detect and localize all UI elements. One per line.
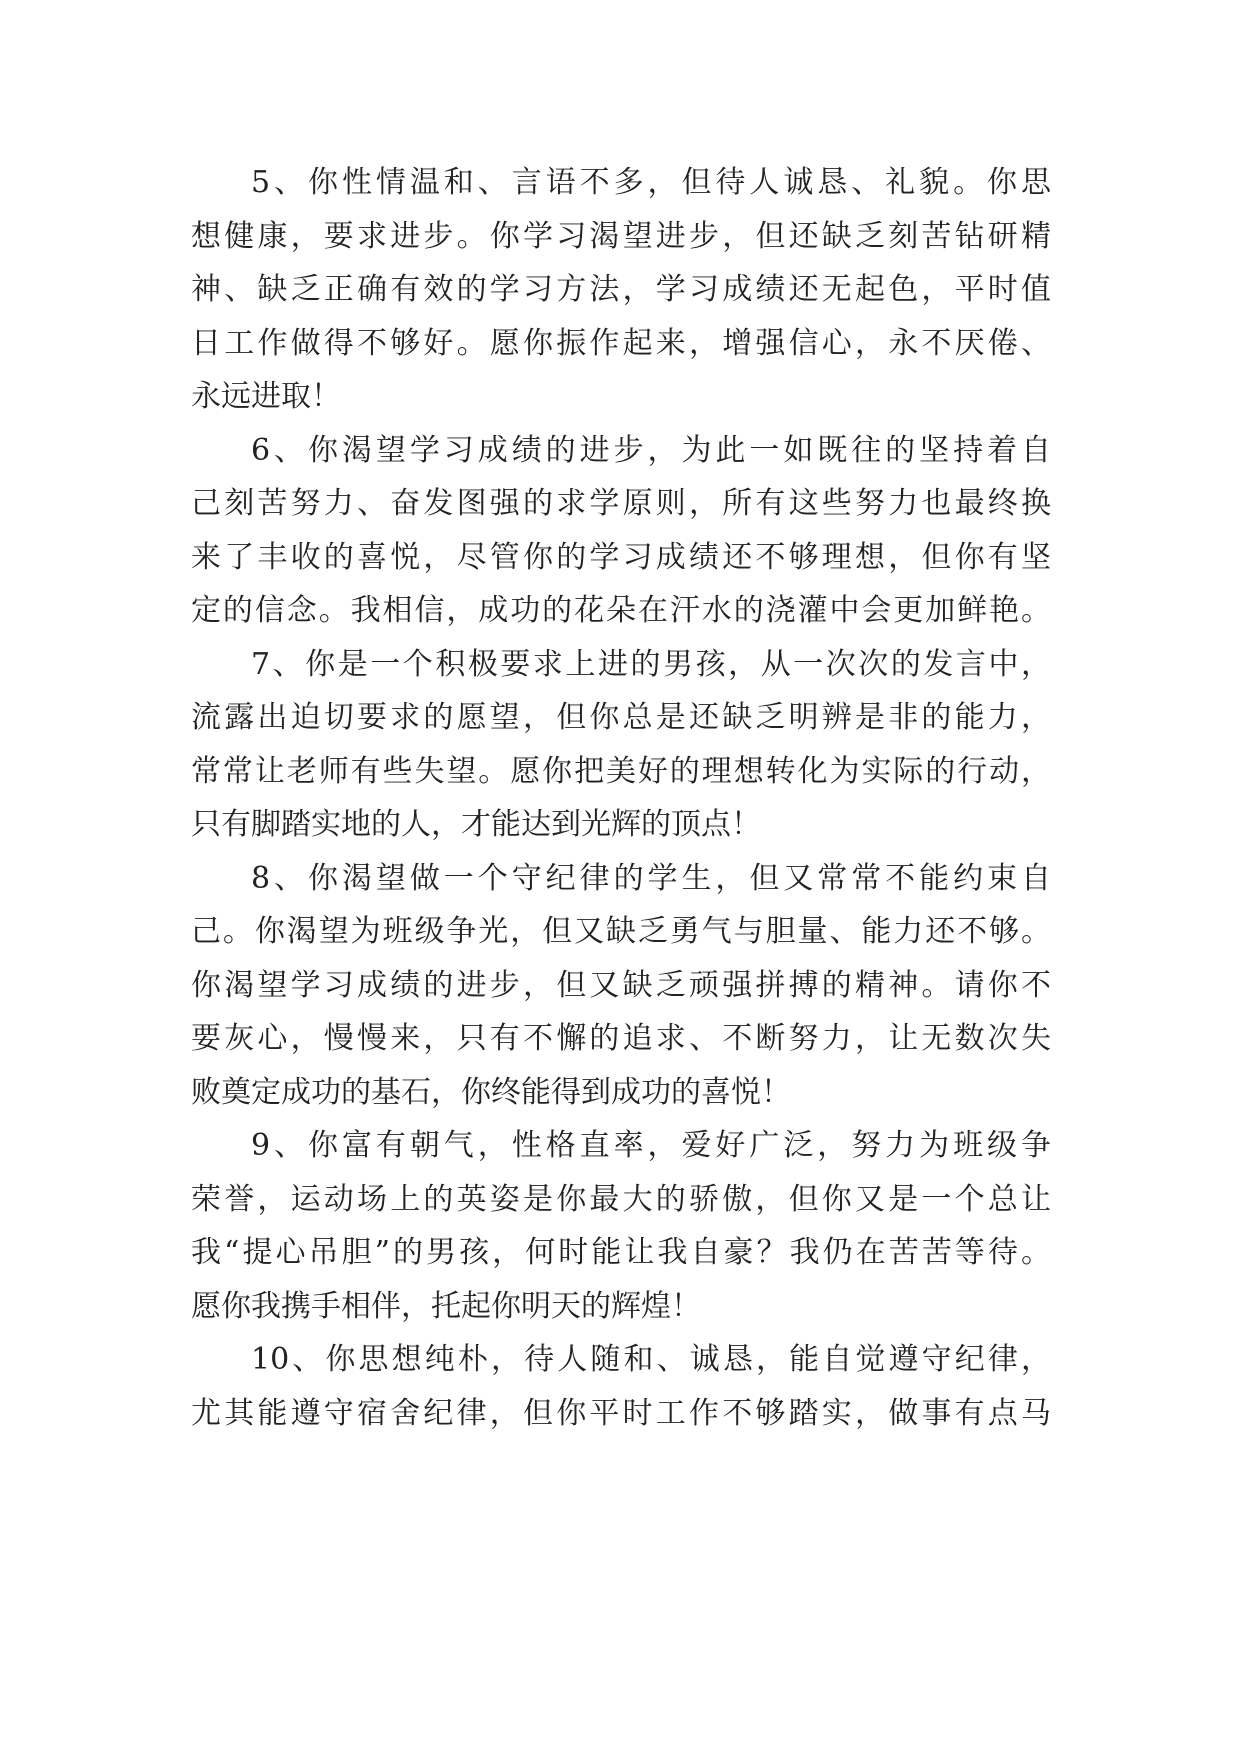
paragraph-line: 己刻苦努力、奋发图强的求学原则，所有这些努力也最终换 — [191, 486, 1051, 521]
paragraph-line: 你渴望学习成绩的进步，但又缺乏顽强拼搏的精神。请你不 — [191, 967, 1051, 1003]
paragraph-line: 要灰心，慢慢来，只有不懈的追求、不断努力，让无数次失 — [191, 1021, 1051, 1056]
paragraph-line: 9、你富有朝气，性格直率，爱好广泛，努力为班级争 — [251, 1128, 1051, 1163]
paragraph-comment-10 — [191, 1333, 1051, 1440]
paragraph-line: 日工作做得不够好。愿你振作起来，增强信心，永不厌倦、 — [191, 325, 1051, 361]
paragraph-line: 流露出迫切要求的愿望，但你总是还缺乏明辨是非的能力， — [191, 700, 1051, 735]
paragraph-line: 愿你我携手相伴，托起你明天的辉煌！ — [191, 1288, 701, 1324]
paragraph-comment-5 — [191, 156, 1051, 424]
paragraph-comment-7 — [191, 638, 1051, 852]
paragraph-line: 想健康，要求进步。你学习渴望进步，但还缺乏刻苦钻研精 — [191, 218, 1051, 254]
paragraph-line: 常常让老师有些失望。愿你把美好的理想转化为实际的行动， — [191, 753, 1051, 789]
paragraph-line: 永远进取！ — [191, 379, 341, 414]
document-body — [191, 156, 1051, 1440]
paragraph-line: 败奠定成功的基石，你终能得到成功的喜悦！ — [191, 1074, 791, 1110]
paragraph-comment-8 — [191, 852, 1051, 1120]
paragraph-line: 神、缺乏正确有效的学习方法，学习成绩还无起色，平时值 — [191, 272, 1051, 307]
paragraph-line: 尤其能遵守宿舍纪律，但你平时工作不够踏实，做事有点马 — [191, 1395, 1051, 1431]
paragraph-line: 8、你渴望做一个守纪律的学生，但又常常不能约束自 — [251, 860, 1051, 896]
paragraph-line: 5、你性情温和、言语不多，但待人诚恳、礼貌。你思 — [251, 165, 1051, 200]
paragraph-line: 10、你思想纯朴，待人随和、诚恳，能自觉遵守纪律， — [251, 1342, 1051, 1377]
paragraph-comment-6 — [191, 424, 1051, 638]
paragraph-comment-9 — [191, 1119, 1051, 1333]
paragraph-line: 定的信念。我相信，成功的花朵在汗水的浇灌中会更加鲜艳。 — [191, 593, 1051, 628]
paragraph-line: 6、你渴望学习成绩的进步，为此一如既往的坚持着自 — [251, 432, 1051, 468]
paragraph-line: 己。你渴望为班级争光，但又缺乏勇气与胆量、能力还不够。 — [191, 914, 1051, 949]
paragraph-line: 7、你是一个积极要求上进的男孩，从一次次的发言中， — [251, 646, 1051, 682]
paragraph-line: 只有脚踏实地的人，才能达到光辉的顶点！ — [191, 807, 761, 842]
paragraph-line: 荣誉，运动场上的英姿是你最大的骄傲，但你又是一个总让 — [191, 1181, 1051, 1217]
paragraph-line: 我“提心吊胆”的男孩，何时能让我自豪？我仍在苦苦等待。 — [191, 1235, 1051, 1270]
paragraph-line: 来了丰收的喜悦，尽管你的学习成绩还不够理想，但你有坚 — [191, 539, 1051, 575]
